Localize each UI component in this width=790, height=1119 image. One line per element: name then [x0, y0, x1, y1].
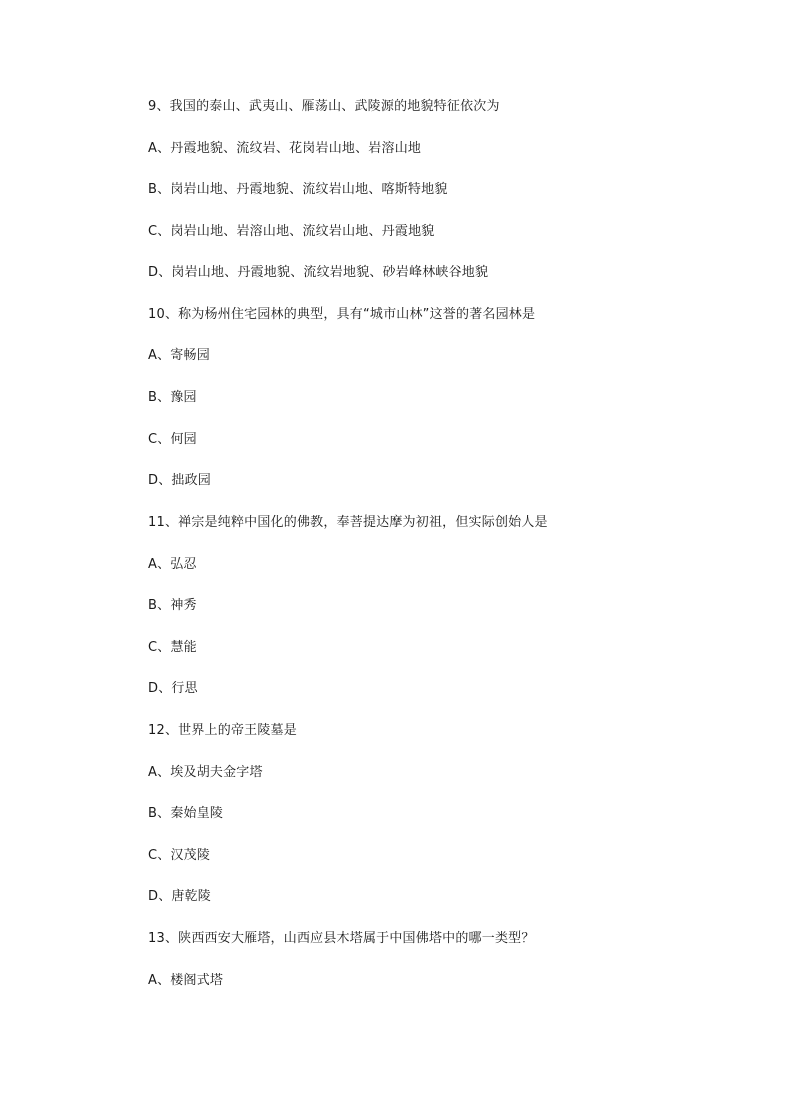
question-12-option-a: A、埃及胡夫金字塔: [148, 765, 263, 780]
question-9-option-d: D、岗岩山地、丹霞地貌、流纹岩地貌、砂岩峰林峡谷地貌: [148, 265, 489, 280]
question-11-option-b: B、神秀: [148, 598, 197, 613]
question-9-option-c: C、岗岩山地、岩溶山地、流纹岩山地、丹霞地貌: [148, 224, 435, 239]
question-10-option-d: D、拙政园: [148, 473, 212, 488]
question-10: 10、称为杨州住宅园林的典型，具有“城市山林”这誉的著名园林是: [148, 307, 536, 322]
question-11: 11、禅宗是纯粹中国化的佛教，奉菩提达摩为初祖，但实际创始人是: [148, 515, 548, 530]
question-13: 13、陕西西安大雁塔，山西应县木塔属于中国佛塔中的哪一类型？: [148, 931, 535, 946]
question-12-option-d: D、唐乾陵: [148, 889, 212, 904]
question-12-option-b: B、秦始皇陵: [148, 806, 224, 821]
question-10-option-c: C、何园: [148, 432, 197, 447]
question-11-option-a: A、弘忍: [148, 557, 197, 572]
question-10-option-a: A、寄畅园: [148, 348, 210, 363]
question-9-option-a: A、丹霞地貌、流纹岩、花岗岩山地、岩溶山地: [148, 141, 422, 156]
question-10-option-b: B、豫园: [148, 390, 197, 405]
question-12-option-c: C、汉茂陵: [148, 848, 211, 863]
question-11-option-c: C、慧能: [148, 640, 197, 655]
question-11-option-d: D、行思: [148, 681, 198, 696]
question-13-option-a: A、楼阁式塔: [148, 973, 224, 988]
question-9-option-b: B、岗岩山地、丹霞地貌、流纹岩山地、喀斯特地貌: [148, 182, 448, 197]
question-9: 9、我国的泰山、武夷山、雁荡山、武陵源的地貌特征依次为: [148, 99, 500, 114]
question-12: 12、世界上的帝王陵墓是: [148, 723, 297, 738]
